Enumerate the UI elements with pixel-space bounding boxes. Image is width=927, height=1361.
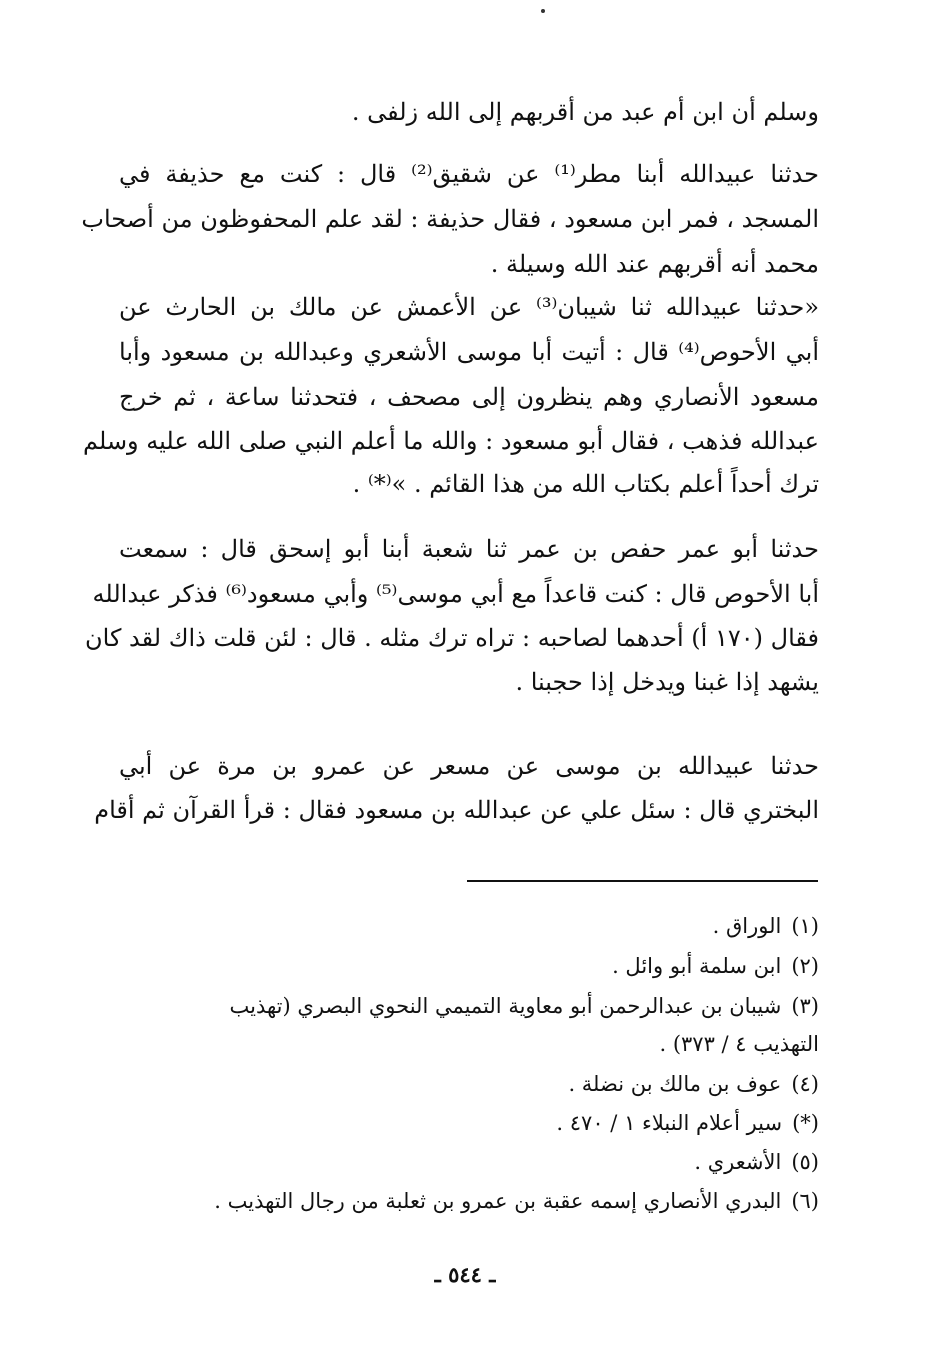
footnote-text: التهذيب ٤ / ٣٧٣) . [659, 1032, 819, 1056]
footnote-item [119, 954, 819, 978]
body-line: حدثنا عبيدالله أبنا مطر⁽¹⁾ عن شقيق⁽²⁾ قال : كنت مع حذيفة في [119, 160, 819, 188]
body-line: محمد أنه أقربهم عند الله وسيلة . [490, 250, 819, 278]
footnote-number: (٣) [791, 994, 819, 1018]
body-line: حدثنا أبو عمر حفص بن عمر ثنا شعبة أبنا أبو إسحق قال : سمعت [119, 535, 819, 563]
footnote-text: شيبان بن عبدالرحمن أبو معاوية التميمي النحوي البصري (تهذيب [229, 994, 782, 1018]
footnote-number: (٤) [791, 1072, 819, 1096]
footnote-number: (٢) [791, 954, 819, 978]
footnote-text: الوراق . [712, 914, 782, 938]
body-line: فقال (١٧٠ أ) أحدهما لصاحبه : تراه ترك مثله . قال : لئن قلت ذاك لقد كان [85, 624, 819, 652]
footnote-number: (*) [792, 1111, 819, 1135]
footnote-item [119, 1111, 819, 1135]
body-line: عبدالله فذهب ، فقال أبو مسعود : والله ما أعلم النبي صلى الله عليه وسلم [83, 427, 819, 455]
body-line: البختري قال : سئل علي عن عبدالله بن مسعود فقال : قرأ القرآن ثم أقام [94, 796, 819, 824]
top-mark [541, 9, 545, 13]
body-line: أبي الأحوص⁽⁴⁾ قال : أتيت أبا موسى الأشعري وعبدالله بن مسعود وأبا [119, 338, 820, 366]
footnote-text: الأشعري . [694, 1150, 782, 1174]
footnote-text: سير أعلام النبلاء ١ / ٤٧٠ . [556, 1111, 783, 1135]
footnote-number: (٦) [791, 1189, 819, 1213]
body-line: مسعود الأنصاري وهم ينظرون إلى مصحف ، فتحدثنا ساعة ، ثم خرج [119, 383, 819, 411]
footnote-number: (٥) [791, 1150, 819, 1174]
body-line: ترك أحداً أعلم بكتاب الله من هذا القائم . »⁽*⁾ . [352, 470, 819, 498]
footnote-item [119, 1150, 819, 1174]
footnote-continuation [119, 1032, 819, 1056]
footnote-separator [467, 880, 818, 882]
body-line: المسجد ، فمر ابن مسعود ، فقال حذيفة : لقد علم المحفوظون من أصحاب [81, 205, 819, 233]
footnote-item [119, 1189, 819, 1213]
body-line: أبا الأحوص قال : كنت قاعداً مع أبي موسى⁽⁵⁾ وأبي مسعود⁽⁶⁾ فذكر عبدالله [92, 580, 819, 608]
footnote-item [119, 1072, 819, 1096]
footnote-item [119, 914, 819, 938]
footnote-text: عوف بن مالك بن نضلة . [568, 1072, 782, 1096]
footnote-item [119, 994, 819, 1018]
body-line: يشهد إذا غبنا ويدخل إذا حجبنا . [515, 668, 819, 696]
body-line: وسلم أن ابن أم عبد من أقربهم إلى الله زلفى . [351, 98, 819, 126]
footnote-number: (١) [791, 914, 819, 938]
body-line: حدثنا عبيدالله بن موسى عن مسعر عن عمرو بن مرة عن أبي [119, 752, 819, 780]
footnote-text: البدري الأنصاري إسمه عقبة بن عمرو بن ثعلبة من رجال التهذيب . [214, 1189, 782, 1213]
body-line: «حدثنا عبيدالله ثنا شيبان⁽³⁾ عن الأعمش عن مالك بن الحارث عن [119, 293, 820, 321]
page-number: ـ ٥٤٤ ـ [434, 1262, 496, 1287]
footnote-text: ابن سلمة أبو وائل . [612, 954, 782, 978]
